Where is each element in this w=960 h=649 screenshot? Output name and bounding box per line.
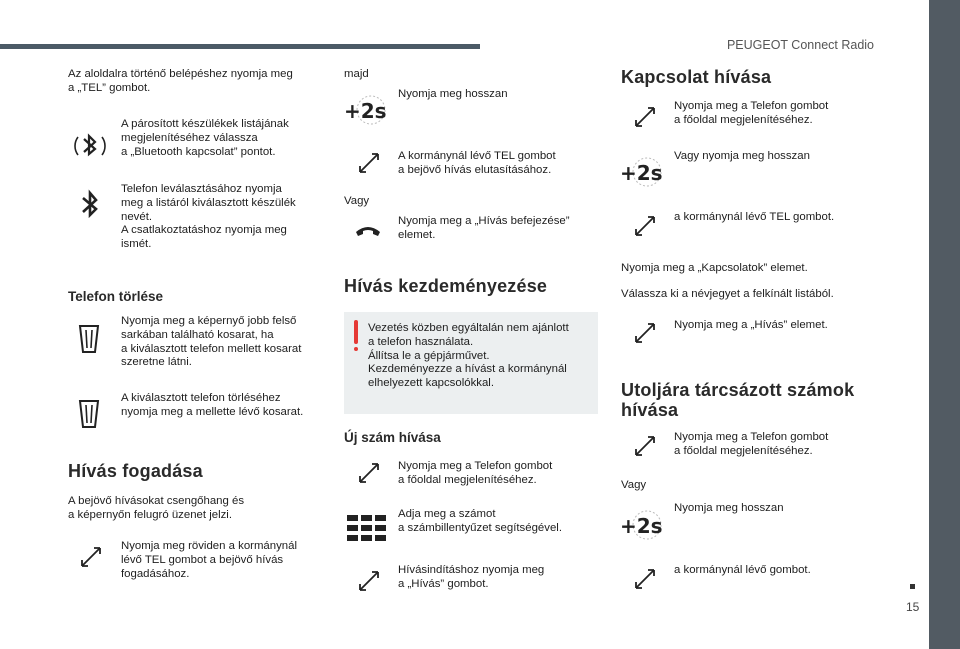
long-press-icon: [344, 94, 390, 126]
bluetooth-text: A párosított készülékek listájának megjelenítéséhez válassza a „Bluetooth kapcsolat” pontot.: [121, 118, 289, 158]
long-press-icon: [620, 509, 666, 541]
top-decor-bar: [0, 44, 480, 49]
warning-text: Vezetés közben egyáltalán nem ajánlott a telefon használata. Állítsa le a gépjárművet. Kezdeményezze a hívást a kormánynál elhelyezett kapcsolókkal.: [368, 322, 569, 390]
phone-icon: [632, 104, 658, 130]
hang-up-icon: [354, 224, 382, 238]
reject-text: A kormánynál lévő TEL gombot a bejövő hívás elutasításához.: [398, 150, 556, 176]
phone-icon: [356, 460, 382, 486]
phone-icon: [356, 568, 382, 594]
trash-icon: [77, 322, 101, 356]
phone-icon: [78, 544, 104, 570]
new-step-1: Nyomja meg a Telefon gombot a főoldal megjelenítéséhez.: [398, 460, 553, 486]
new-step-3: Hívásindításhoz nyomja meg a „Hívás” gombot.: [398, 564, 545, 590]
make-call-heading: Hívás kezdeményezése: [344, 276, 548, 296]
side-decor-bar: [929, 0, 960, 649]
or-text-right: Vagy: [621, 479, 647, 491]
intro-text: Az aloldalra történő belépéshez nyomja meg a „TEL” gombot.: [68, 68, 293, 94]
new-step-2: Adja meg a számot a számbillentyűzet segítségével.: [398, 508, 562, 534]
warning-box: [344, 312, 598, 414]
phone-icon: [632, 566, 658, 592]
contact-heading: Kapcsolat hívása: [621, 67, 772, 87]
disconnect-text: Telefon leválasztásához nyomja meg a listáról kiválasztott készülék nevét. A csatlakoztatáshoz nyomja meg ismét.: [121, 183, 296, 251]
long-press-icon: [620, 156, 666, 188]
phone-icon: [632, 320, 658, 346]
contact-step-4: Nyomja meg a „Hívás” elemet.: [674, 319, 828, 331]
last-step-1: Nyomja meg a Telefon gombot a főoldal megjelenítéséhez.: [674, 431, 829, 457]
last-step-3: a kormánynál lévő gombot.: [674, 564, 811, 576]
contact-step-2: Vagy nyomja meg hosszan: [674, 150, 810, 162]
delete-text-2: A kiválasztott telefon törléséhez nyomja meg a mellette lévő kosarat.: [121, 392, 304, 418]
phone-icon: [356, 150, 382, 176]
contact-step-3: a kormánynál lévő TEL gombot.: [674, 211, 835, 223]
then-text: majd: [344, 68, 369, 80]
svg-text:+2s: +2s: [344, 99, 387, 123]
end-marker: [910, 584, 915, 589]
keypad-icon: [347, 515, 387, 541]
receive-step: Nyomja meg röviden a kormánynál lévő TEL gombot a bejövő hívás fogadásához.: [121, 540, 297, 580]
last-numbers-heading: Utoljára tárcsázott számok hívása: [621, 380, 855, 420]
phone-icon: [632, 433, 658, 459]
or-text: Vagy: [344, 195, 370, 207]
hold-text: Nyomja meg hosszan: [398, 88, 508, 100]
new-number-heading: Új szám hívása: [344, 430, 441, 445]
trash-icon: [77, 397, 101, 431]
delete-text-1: Nyomja meg a képernyő jobb felső sarkában található kosarat, ha a kiválasztott telefon mellett kosarat szeretne látni.: [121, 315, 302, 369]
warning-icon: [354, 320, 358, 344]
last-step-2: Nyomja meg hosszan: [674, 502, 784, 514]
receive-text: A bejövő hívásokat csengőhang és a képernyőn felugró üzenet jelzi.: [68, 495, 245, 521]
bluetooth-icon: [76, 188, 104, 222]
page-number: 15: [906, 600, 920, 614]
end-call-text: Nyomja meg a „Hívás befejezése” elemet.: [398, 215, 570, 241]
svg-text:+2s: +2s: [620, 514, 663, 538]
receive-heading: Hívás fogadása: [68, 461, 203, 481]
delete-heading: Telefon törlése: [68, 289, 164, 304]
svg-text:+2s: +2s: [620, 161, 663, 185]
contact-text-1: Nyomja meg a „Kapcsolatok” elemet.: [621, 262, 808, 274]
phone-icon: [632, 213, 658, 239]
contact-text-2: Válassza ki a névjegyet a felkínált listából.: [621, 288, 834, 300]
bluetooth-connect-icon: [72, 128, 108, 164]
contact-step-1: Nyomja meg a Telefon gombot a főoldal megjelenítéséhez.: [674, 100, 829, 126]
running-header: PEUGEOT Connect Radio: [726, 38, 874, 52]
